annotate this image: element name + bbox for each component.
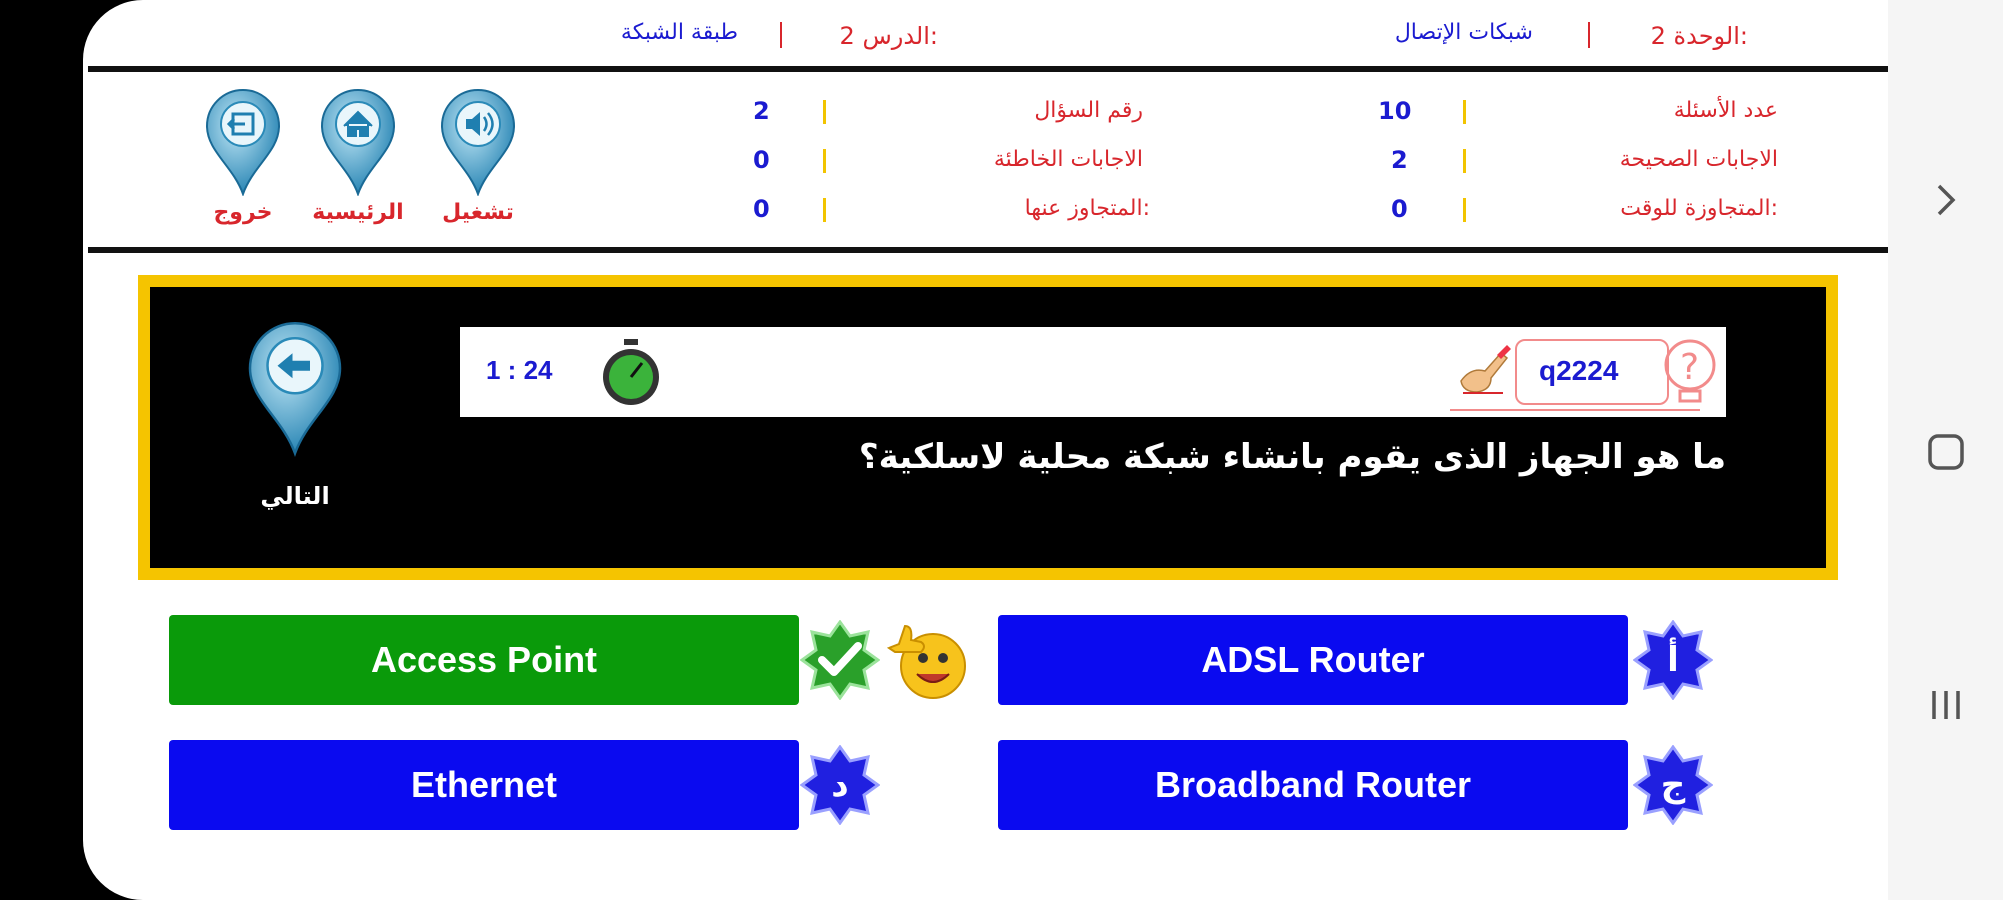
- exit-icon: [203, 86, 283, 196]
- question-number-label: رقم السؤال: [1034, 98, 1143, 123]
- unit-name: شبكات الإتصال: [1394, 20, 1533, 45]
- answer-c-letter: ج: [1660, 765, 1686, 805]
- code-underline: [1450, 409, 1700, 411]
- lesson-name: طبقة الشبكة: [620, 20, 738, 45]
- header-divider: [1588, 22, 1590, 48]
- question-number: 2: [753, 97, 770, 125]
- stat-divider: [823, 198, 826, 222]
- question-panel: [138, 275, 1838, 580]
- wrong-count: 0: [753, 146, 770, 174]
- wrong-label: الاجابات الخاطئة: [993, 147, 1143, 172]
- check-badge-icon: [800, 620, 880, 700]
- question-text: ما هو الجهاز الذى يقوم بانشاء شبكة محلية لاسلكية؟: [858, 437, 1726, 477]
- header-divider: [780, 22, 782, 48]
- skipped-count: 0: [753, 195, 770, 223]
- stopwatch-icon: [598, 337, 664, 409]
- answer-a-button[interactable]: ADSL Router: [998, 615, 1628, 705]
- skipped-label: المتجاوز عنها:: [1024, 196, 1150, 221]
- chevron-right-icon: [1931, 180, 1961, 220]
- answer-b-button[interactable]: Access Point: [169, 615, 799, 705]
- exit-label: خروج: [213, 200, 273, 225]
- arrow-left-icon: [245, 317, 345, 457]
- home-nav-button[interactable]: [1888, 412, 2003, 492]
- stat-divider: [1463, 149, 1466, 173]
- stat-divider: [823, 100, 826, 124]
- answer-d-letter: د: [831, 765, 849, 805]
- stat-divider: [1463, 198, 1466, 222]
- next-label: التالي: [260, 482, 330, 510]
- home-label: الرئيسية: [312, 200, 404, 225]
- question-panel-inner: [150, 287, 1826, 568]
- unit-label: الوحدة 2:: [1650, 22, 1748, 50]
- question-code: q2224: [1539, 355, 1619, 386]
- recents-icon: [1926, 685, 1966, 725]
- timer-value: 1 : 24: [486, 355, 553, 385]
- writing-hand-icon: [1455, 341, 1515, 401]
- square-home-icon: [1926, 432, 1966, 472]
- play-label: تشغيل: [442, 200, 514, 225]
- question-info-bar: [460, 327, 1726, 417]
- stat-divider: [823, 149, 826, 173]
- correct-count: 2: [1391, 146, 1408, 174]
- correct-label: الاجابات الصحيحة: [1619, 147, 1778, 172]
- divider-line: [88, 66, 1888, 72]
- answer-a-letter: أ: [1667, 640, 1679, 680]
- timeout-label: المتجاوزة للوقت:: [1620, 196, 1778, 221]
- stat-divider: [1463, 100, 1466, 124]
- lesson-label: الدرس 2:: [839, 22, 938, 50]
- divider-line: [88, 247, 1888, 253]
- lightbulb-question-icon: [1658, 335, 1722, 415]
- system-nav-bar: [1888, 0, 2003, 900]
- app-screen: [83, 0, 1888, 900]
- answer-d-button[interactable]: Ethernet: [169, 740, 799, 830]
- questions-count-label: عدد الأسئلة: [1673, 98, 1778, 123]
- answer-c-button[interactable]: Broadband Router: [998, 740, 1628, 830]
- speaker-icon: [438, 86, 518, 196]
- home-icon: [318, 86, 398, 196]
- recents-button[interactable]: [1888, 665, 2003, 745]
- thumbs-up-smiley-icon: [883, 618, 973, 704]
- forward-button[interactable]: [1888, 160, 2003, 240]
- timeout-count: 0: [1391, 195, 1408, 223]
- questions-count: 10: [1378, 97, 1412, 125]
- svg-text:?: ?: [1680, 347, 1700, 388]
- question-code-box: [1515, 339, 1669, 405]
